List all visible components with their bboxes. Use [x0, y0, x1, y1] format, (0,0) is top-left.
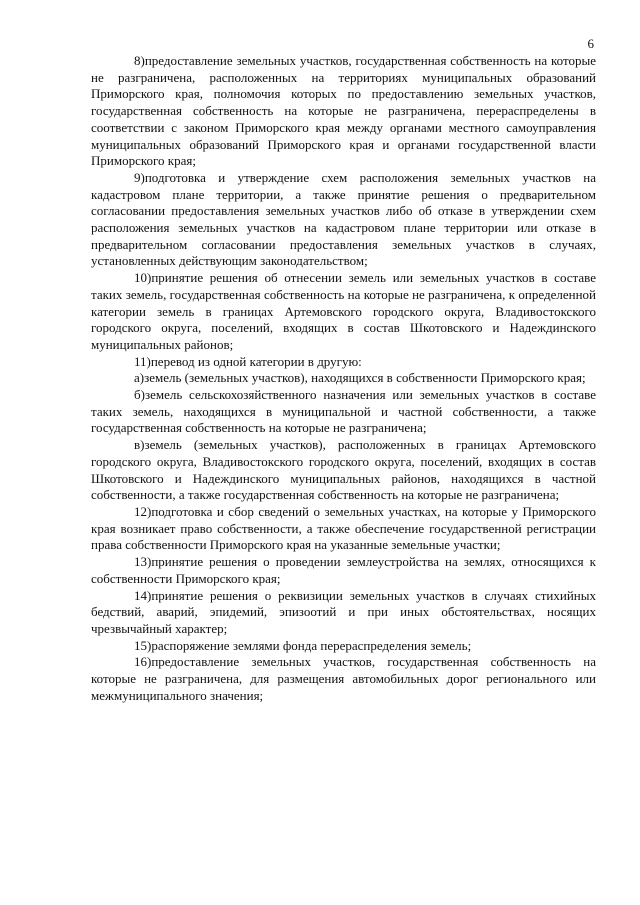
document-body: [91, 53, 596, 704]
list-item-11-v: в)земель (земельных участков), расположенных в границах Артемовского городского округа, Владивостокского городского округа, поселений, входящих в состав Шкотовского и Надеждинского муниципальных районов, находящихся в частной собственности, а также государственная собственность на которые не разграничена;: [91, 437, 596, 503]
list-item-8: 8)предоставление земельных участков, государственная собственность на которые не разграничена, расположенных на территориях муниципальных образований Приморского края, полномочия которых по предоставлению земельных участков, государственная собственность на которые не разграничена, перераспределены в соответствии с законом Приморского края между органами местного самоуправления муниципальных образований Приморского края и органами государственной власти Приморского края;: [91, 53, 596, 169]
list-item-15: 15)распоряжение землями фонда перераспределения земель;: [134, 637, 472, 653]
list-item-13: 13)принятие решения о проведении землеустройства на землях, относящихся к собственности Приморского края;: [91, 554, 596, 586]
page-number: 6: [587, 36, 594, 51]
list-item-12: 12)подготовка и сбор сведений о земельных участках, на которые у Приморского края возникает право собственности, а также обеспечение государственной регистрации права собственности Приморского края на указанные земельные участки;: [91, 503, 596, 553]
list-item-11: 11)перевод из одной категории в другую:: [134, 353, 362, 369]
list-item-9: 9)подготовка и утверждение схем расположения земельных участков на кадастровом плане территории, а также принятие решения о предварительном согласовании предоставления земельных участков либо об отказе в утверждении схем расположения земельных участков на кадастровом плане территории или отказе в предварительном согласовании предоставления земельных участков в случаях, установленных действующим законодательством;: [91, 169, 596, 269]
list-item-11-a: а)земель (земельных участков), находящихся в собственности Приморского края;: [134, 370, 586, 386]
list-item-16: 16)предоставление земельных участков, государственная собственность на которые не разграничена, для размещения автомобильных дорог регионального или межмуниципального значения;: [91, 654, 596, 703]
list-item-10: 10)принятие решения об отнесении земель или земельных участков в составе таких земель, государственная собственность на которые не разграничена, к определенной категории земель в границах Артемовского городского округа, Владивостокского городского округа, поселений, входящих в состав Шкотовского и Надеждинского муниципальных районов;: [91, 270, 596, 352]
list-item-14: 14)принятие решения о реквизиции земельных участков в случаях стихийных бедствий, аварий, эпидемий, эпизоотий и при иных обстоятельствах, носящих чрезвычайный характер;: [91, 587, 596, 636]
list-item-11-b: б)земель сельскохозяйственного назначения или земельных участков в составе таких земель, находящихся в муниципальной и частной собственности, а также государственная собственность на которые не разграничена;: [91, 387, 596, 436]
